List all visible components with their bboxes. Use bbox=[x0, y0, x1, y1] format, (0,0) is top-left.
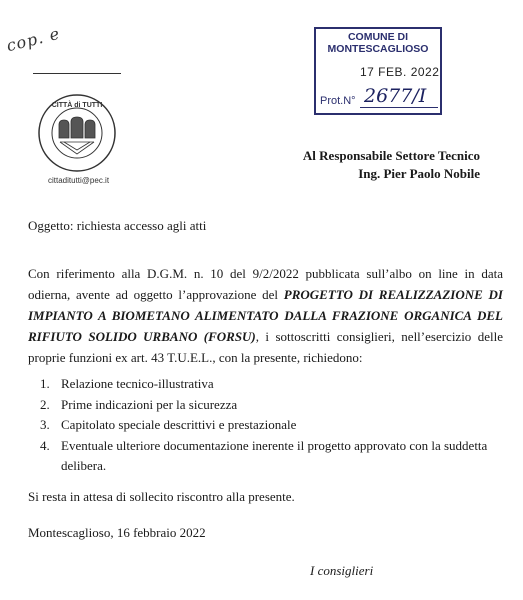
protocol-stamp bbox=[314, 27, 442, 115]
recipient-line-1: Al Responsabile Settore Tecnico bbox=[302, 148, 480, 163]
handwritten-note: cop. e bbox=[4, 23, 62, 56]
body-rest: , i sottoscritti consiglieri, nell’esercizio delle proprie funzioni ex art. 43 T.U.E.L., con la presente, richiedono: bbox=[28, 329, 503, 365]
logo-text: CITTÀ di TUTTI bbox=[51, 102, 103, 109]
list-item: 2. Prime indicazioni per la sicurezza bbox=[40, 396, 238, 412]
place-date: Montescaglioso, 16 febbraio 2022 bbox=[28, 525, 206, 540]
stamp-underline bbox=[360, 107, 438, 108]
citta-di-tutti-logo bbox=[36, 92, 118, 174]
requested-documents-list bbox=[40, 374, 505, 477]
subject-line: Oggetto: richiesta accesso agli atti bbox=[28, 218, 207, 233]
stamp-prot-label: Prot.N° bbox=[320, 95, 356, 107]
stamp-prot-number: 2677/I bbox=[364, 85, 427, 107]
body-intro: Con riferimento alla D.G.M. n. 10 del 9/2/2022 pubblicata sull’albo on line in data odierna, avente ad oggetto l’approvazione del bbox=[28, 266, 503, 302]
list-item: 3. Capitolato speciale descrittivi e prestazionale bbox=[40, 417, 297, 432]
sender-email: cittaditutti@pec.it bbox=[48, 176, 110, 185]
header-divider bbox=[33, 73, 121, 74]
recipient-line-2: Ing. Pier Paolo Nobile bbox=[358, 166, 480, 181]
signature-line: I consiglieri bbox=[310, 563, 374, 578]
stamp-title: COMUNE DI MONTESCAGLIOSO bbox=[327, 31, 429, 55]
list-item: 4. Eventuale ulteriore documentazione inerente il progetto approvato con la suddetta delibera. bbox=[40, 437, 488, 473]
project-title: PROGETTO DI REALIZZAZIONE DI IMPIANTO A BIOMETANO ALIMENTATO DALLA FRAZIONE ORGANICA DEL RIFIUTO SOLIDO URBANO (FORSU) bbox=[28, 287, 503, 344]
list-item: 1. Relazione tecnico-illustrativa bbox=[40, 376, 214, 391]
body-paragraph bbox=[28, 263, 503, 368]
stamp-date: 17 FEB. 2022 bbox=[360, 65, 440, 79]
closing-line: Si resta in attesa di sollecito riscontro alla presente. bbox=[28, 489, 295, 504]
